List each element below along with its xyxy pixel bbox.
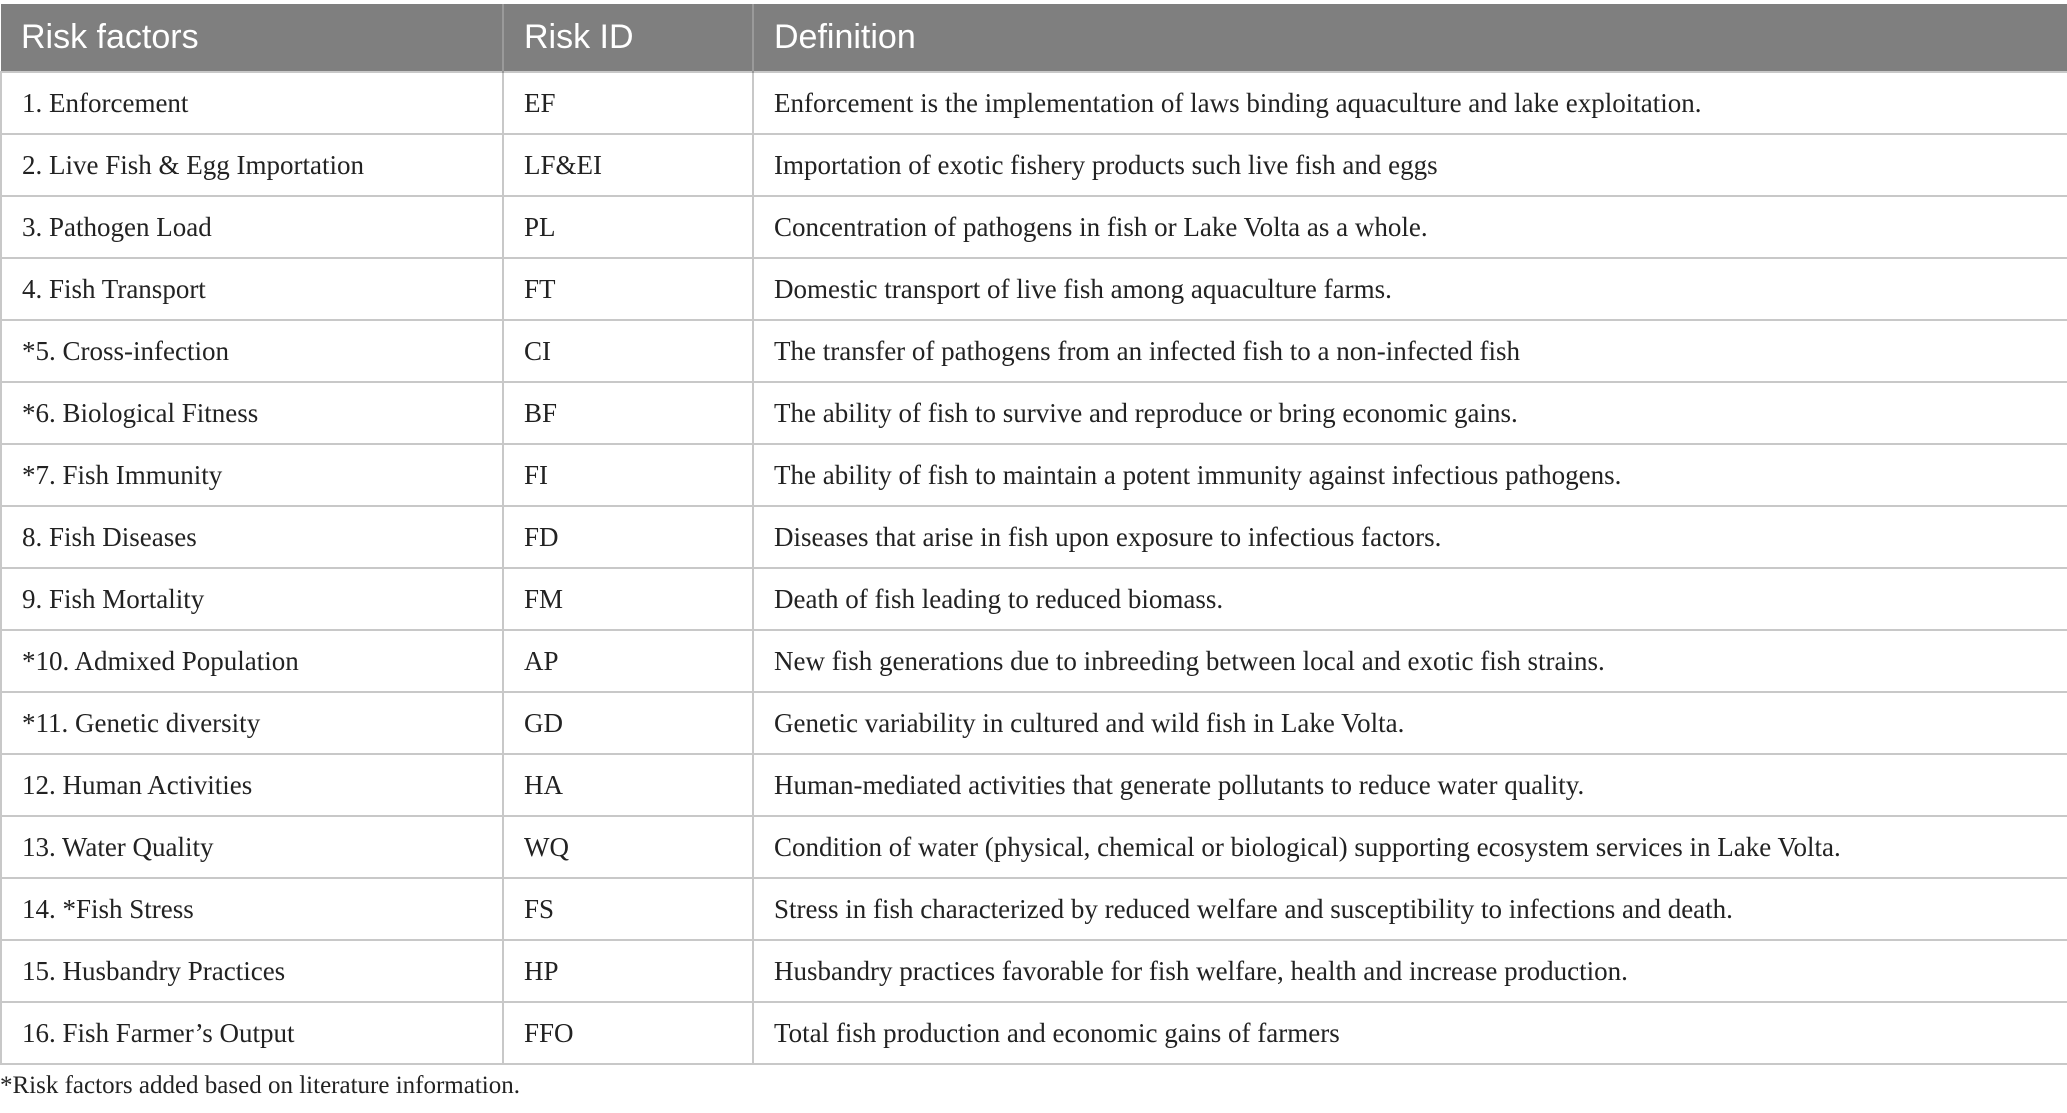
risk-id-cell: FFO <box>503 1002 753 1064</box>
definition-cell: Husbandry practices favorable for fish welfare, health and increase production. <box>753 940 2067 1002</box>
header-risk-id: Risk ID <box>503 4 753 72</box>
definition-cell: The ability of fish to survive and reproduce or bring economic gains. <box>753 382 2067 444</box>
risk-id-cell: EF <box>503 72 753 134</box>
definition-cell: Diseases that arise in fish upon exposure to infectious factors. <box>753 506 2067 568</box>
header-risk-factors: Risk factors <box>1 4 503 72</box>
definition-cell: The transfer of pathogens from an infected fish to a non-infected fish <box>753 320 2067 382</box>
risk-factor-cell: 12. Human Activities <box>1 754 503 816</box>
risk-id-cell: LF&EI <box>503 134 753 196</box>
risk-id-cell: HA <box>503 754 753 816</box>
risk-factor-cell: 1. Enforcement <box>1 72 503 134</box>
risk-factor-cell: 9. Fish Mortality <box>1 568 503 630</box>
risk-factor-cell: *11. Genetic diversity <box>1 692 503 754</box>
definition-cell: Death of fish leading to reduced biomass. <box>753 568 2067 630</box>
risk-id-cell: BF <box>503 382 753 444</box>
risk-id-cell: FM <box>503 568 753 630</box>
table-row <box>1 506 2067 568</box>
definition-cell: Enforcement is the implementation of laws binding aquaculture and lake exploitation. <box>753 72 2067 134</box>
risk-factor-cell: *5. Cross-infection <box>1 320 503 382</box>
risk-id-cell: WQ <box>503 816 753 878</box>
risk-factors-table <box>0 4 2067 1065</box>
definition-cell: Concentration of pathogens in fish or Lake Volta as a whole. <box>753 196 2067 258</box>
risk-factor-cell: 8. Fish Diseases <box>1 506 503 568</box>
header-definition: Definition <box>753 4 2067 72</box>
header-row <box>1 4 2067 72</box>
risk-id-cell: HP <box>503 940 753 1002</box>
table-row <box>1 382 2067 444</box>
risk-id-cell: CI <box>503 320 753 382</box>
risk-id-cell: FS <box>503 878 753 940</box>
definition-cell: Human-mediated activities that generate pollutants to reduce water quality. <box>753 754 2067 816</box>
table-row <box>1 940 2067 1002</box>
table-row <box>1 878 2067 940</box>
table-row <box>1 258 2067 320</box>
risk-id-cell: FD <box>503 506 753 568</box>
table-row <box>1 196 2067 258</box>
table-row <box>1 692 2067 754</box>
table-row <box>1 630 2067 692</box>
risk-factor-cell: 14. *Fish Stress <box>1 878 503 940</box>
risk-factor-cell: 15. Husbandry Practices <box>1 940 503 1002</box>
table-row <box>1 320 2067 382</box>
table-row <box>1 568 2067 630</box>
table-header <box>1 4 2067 72</box>
risk-factor-cell: 16. Fish Farmer’s Output <box>1 1002 503 1064</box>
table-footnote: *Risk factors added based on literature information. <box>0 1072 520 1099</box>
risk-factor-cell: 4. Fish Transport <box>1 258 503 320</box>
risk-id-cell: FT <box>503 258 753 320</box>
risk-factor-cell: 3. Pathogen Load <box>1 196 503 258</box>
definition-cell: Genetic variability in cultured and wild fish in Lake Volta. <box>753 692 2067 754</box>
definition-cell: Condition of water (physical, chemical or biological) supporting ecosystem services in Lake Volta. <box>753 816 2067 878</box>
definition-cell: Domestic transport of live fish among aquaculture farms. <box>753 258 2067 320</box>
table-row <box>1 134 2067 196</box>
definition-cell: Total fish production and economic gains of farmers <box>753 1002 2067 1064</box>
table-row <box>1 816 2067 878</box>
risk-id-cell: AP <box>503 630 753 692</box>
risk-id-cell: PL <box>503 196 753 258</box>
table-body <box>1 72 2067 1064</box>
risk-factor-cell: *6. Biological Fitness <box>1 382 503 444</box>
table-row <box>1 1002 2067 1064</box>
risk-factor-cell: *7. Fish Immunity <box>1 444 503 506</box>
table-row <box>1 72 2067 134</box>
risk-id-cell: FI <box>503 444 753 506</box>
definition-cell: Importation of exotic fishery products such live fish and eggs <box>753 134 2067 196</box>
risk-id-cell: GD <box>503 692 753 754</box>
risk-factor-cell: *10. Admixed Population <box>1 630 503 692</box>
definition-cell: The ability of fish to maintain a potent immunity against infectious pathogens. <box>753 444 2067 506</box>
risk-factor-cell: 2. Live Fish & Egg Importation <box>1 134 503 196</box>
definition-cell: Stress in fish characterized by reduced welfare and susceptibility to infections and death. <box>753 878 2067 940</box>
table-row <box>1 754 2067 816</box>
definition-cell: New fish generations due to inbreeding between local and exotic fish strains. <box>753 630 2067 692</box>
risk-factors-table-container <box>0 4 2067 1065</box>
risk-factor-cell: 13. Water Quality <box>1 816 503 878</box>
table-row <box>1 444 2067 506</box>
